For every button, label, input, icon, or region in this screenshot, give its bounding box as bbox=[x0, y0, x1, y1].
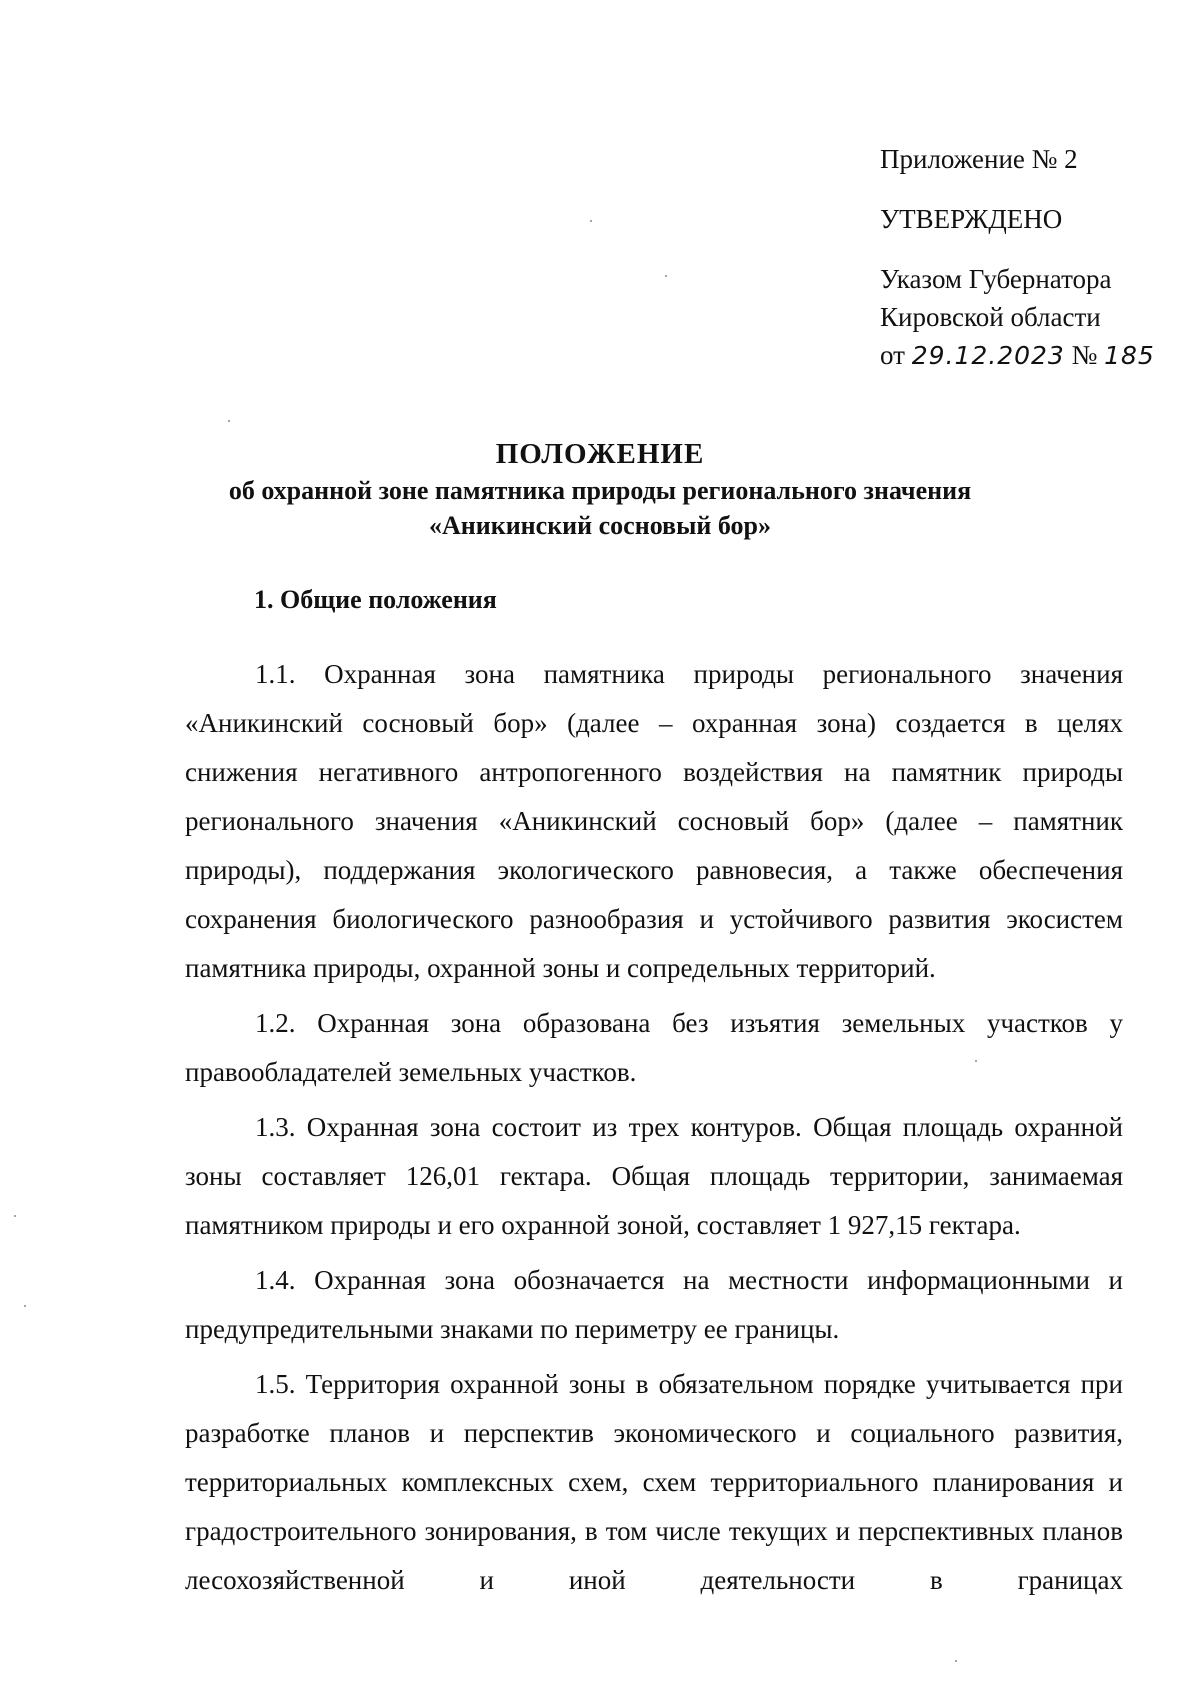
scan-speck bbox=[14, 1215, 16, 1217]
handwritten-number: 185 bbox=[1104, 341, 1155, 370]
document-body bbox=[185, 650, 1123, 1611]
document-title-block bbox=[150, 435, 1050, 543]
scan-speck bbox=[228, 420, 230, 422]
decree-line-2: Кировской области bbox=[880, 302, 1101, 332]
section-heading: 1. Общие положения bbox=[254, 585, 497, 614]
decree-line-1: Указом Губернатора bbox=[880, 264, 1112, 294]
document-subtitle-line-2: «Аникинский сосновый бор» bbox=[428, 511, 771, 540]
decree-date-line bbox=[880, 336, 1155, 375]
paragraph-1-5: 1.5. Территория охранной зоны в обязательном порядке учитывается при разработке планов и перспектив экономического и социального развития, территориальных комплексных схем, схем территориального планирования и градостроительного зонирования, в том числе текущих и перспективных планов лесохозяйственной и иной деятельности в границах bbox=[185, 1369, 1123, 1595]
document-subtitle-line-1: об охранной зоне памятника природы регионального значения bbox=[228, 476, 972, 505]
approved-label: УТВЕРЖДЕНО bbox=[880, 204, 1063, 234]
approval-stamp-block bbox=[880, 140, 1155, 375]
date-prefix: от bbox=[880, 340, 905, 370]
paragraph-1-2: 1.2. Охранная зона образована без изъятия земельных участков у правообладателей земельных участков. bbox=[185, 1008, 1123, 1087]
appendix-label: Приложение № 2 bbox=[880, 144, 1078, 174]
scan-speck bbox=[975, 1060, 977, 1062]
paragraph-1-4: 1.4. Охранная зона обозначается на местности информационными и предупредительными знаками по периметру ее границы. bbox=[185, 1265, 1123, 1344]
number-prefix: № bbox=[1071, 340, 1098, 370]
paragraph-1-1: 1.1. Охранная зона памятника природы регионального значения «Аникинский сосновый бор» (далее – охранная зона) создается в целях снижения негативного антропогенного воздействия на памятник природы регионального значения «Аникинский сосновый бор» (далее – памятник природы), поддержания экологического равновесия, а также обеспечения сохранения биологического разнообразия и устойчивого развития экосистем памятника природы, охранной зоны и сопредельных территорий. bbox=[185, 659, 1123, 983]
scan-speck bbox=[24, 1305, 26, 1307]
scan-speck bbox=[665, 275, 667, 277]
paragraph-1-3: 1.3. Охранная зона состоит из трех контуров. Общая площадь охранной зоны составляет 126,01 гектара. Общая площадь территории, занимаемая памятником природы и его охранной зоной, составляет 1 927,15 гектара. bbox=[185, 1112, 1123, 1240]
scan-speck bbox=[590, 220, 592, 222]
document-title: ПОЛОЖЕНИЕ bbox=[495, 438, 705, 470]
handwritten-date: 29.12.2023 bbox=[911, 341, 1065, 370]
scan-speck bbox=[955, 1660, 957, 1662]
